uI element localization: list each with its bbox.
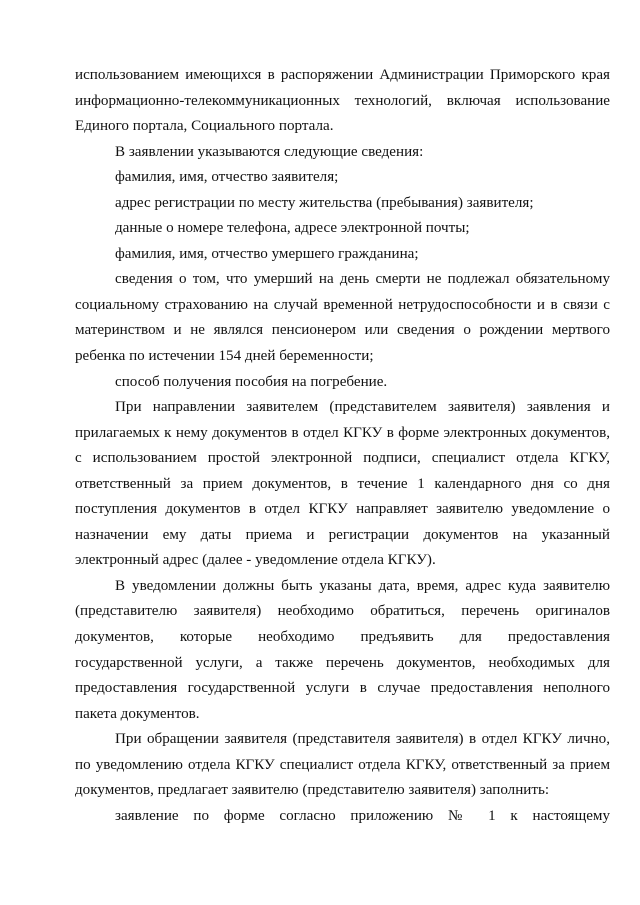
text-line-15: прилагаемых к нему документов в отдел КГКУ в форме электронных документов, — [75, 424, 610, 441]
text-line-20: электронный адрес (далее - уведомление отдела КГКУ). — [75, 552, 436, 569]
text-line-14: При направлении заявителем (представителем заявителя) заявления и — [115, 399, 610, 416]
text-line-23: документов, которые необходимо предъявить для предоставления — [75, 629, 610, 646]
text-line-16: с использованием простой электронной подписи, специалист отдела КГКУ, — [75, 450, 610, 467]
text-line-21: В уведомлении должны быть указаны дата, время, адрес куда заявителю — [115, 577, 610, 594]
text-line-1: использованием имеющихся в распоряжении Администрации Приморского края — [75, 67, 610, 83]
text-line-25: предоставления государственной услуги в случае предоставления неполного — [75, 680, 610, 697]
text-line-6: адрес регистрации по месту жительства (пребывания) заявителя; — [115, 194, 534, 211]
text-line-18: поступления документов в отдел КГКУ направляет заявителю уведомление о — [75, 501, 610, 518]
text-line-19: назначении ему даты приема и регистрации документов на указанный — [75, 526, 610, 543]
text-line-2: информационно-телекоммуникационных технологий, включая использование — [75, 92, 610, 109]
text-line-24: государственной услуги, а также перечень документов, необходимых для — [75, 654, 610, 671]
text-line-22: (представителю заявителя) необходимо обратиться, перечень оригиналов — [75, 603, 610, 620]
text-line-4: В заявлении указываются следующие сведения: — [115, 143, 424, 160]
text-line-7: данные о номере телефона, адресе электронной почты; — [115, 220, 470, 237]
text-line-12: ребенка по истечении 154 дней беременности; — [75, 348, 374, 365]
text-line-17: ответственный за прием документов, в течение 1 календарного дня со дня — [75, 475, 610, 492]
text-line-9: сведения о том, что умерший на день смерти не подлежал обязательному — [115, 271, 610, 288]
text-line-29: документов, предлагает заявителю (представителю заявителя) заполнить: — [75, 782, 550, 799]
text-line-11: материнством и не являлся пенсионером или сведения о рождении мертвого — [75, 322, 610, 339]
text-line-30: заявление по форме согласно приложению № 1 к настоящему — [115, 807, 610, 824]
text-line-13: способ получения пособия на погребение. — [115, 373, 388, 390]
text-line-10: социальному страхованию на случай временной нетрудоспособности и в связи с — [75, 296, 610, 313]
text-line-26: пакета документов. — [75, 705, 200, 722]
text-line-3: Единого портала, Социального портала. — [75, 118, 334, 135]
document-body — [75, 63, 610, 829]
text-line-5: фамилия, имя, отчество заявителя; — [115, 169, 339, 186]
text-line-28: по уведомлению отдела КГКУ специалист отдела КГКУ, ответственный за прием — [75, 756, 610, 773]
text-line-8: фамилия, имя, отчество умершего гражданина; — [115, 245, 419, 262]
text-line-27: При обращении заявителя (представителя заявителя) в отдел КГКУ лично, — [115, 731, 610, 748]
